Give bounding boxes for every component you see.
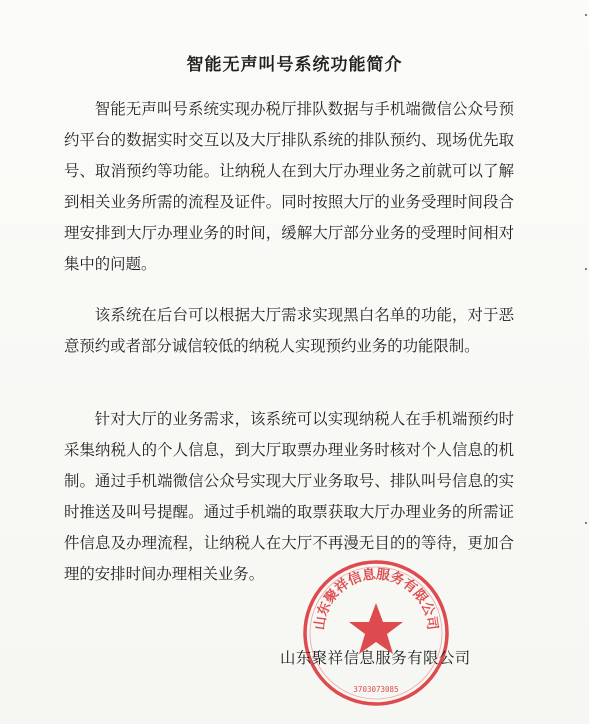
seal-number: 3703073085 [353, 685, 399, 694]
company-signature: 山东聚祥信息服务有限公司 [280, 649, 471, 667]
scan-mark [585, 268, 587, 270]
scan-mark [585, 522, 587, 524]
document-title: 智能无声叫号系统功能简介 [186, 55, 403, 75]
paragraph-2: 该系统在后台可以根据大厅需求实现黑白名单的功能，对于恶意预约或者部分诚信较低的纳税人实现预约业务的功能限制。 [64, 306, 514, 355]
paragraph-1: 智能无声叫号系统实现办税厅排队数据与手机端微信公众号预约平台的数据实时交互以及大厅排队系统的排队预约、现场优先取号、取消预约等功能。让纳税人在到大厅办理业务之前就可以了解到相关业务所需的流程及证件。同时按照大厅的业务受理时间段合理安排到大厅办理业务的时间，缓解大厅部分业务的受理时间相对集中的问题。 [64, 100, 514, 273]
scan-mark [585, 14, 587, 16]
seal-arc-text: 山东聚祥信息服务有限公司 [311, 566, 441, 631]
company-seal [300, 557, 452, 709]
paragraph-3: 针对大厅的业务需求，该系统可以实现纳税人在手机端预约时采集纳税人的个人信息，到大厅取票办理业务时核对个人信息的机制。通过手机端微信公众号实现大厅业务取号、排队叫号信息的实时推送及叫号提醒。通过手机端的取票获取大厅办理业务的所需证件信息及办理流程，让纳税人在大厅不再漫无目的的等待，更加合理的安排时间办理相关业务。 [64, 410, 514, 583]
